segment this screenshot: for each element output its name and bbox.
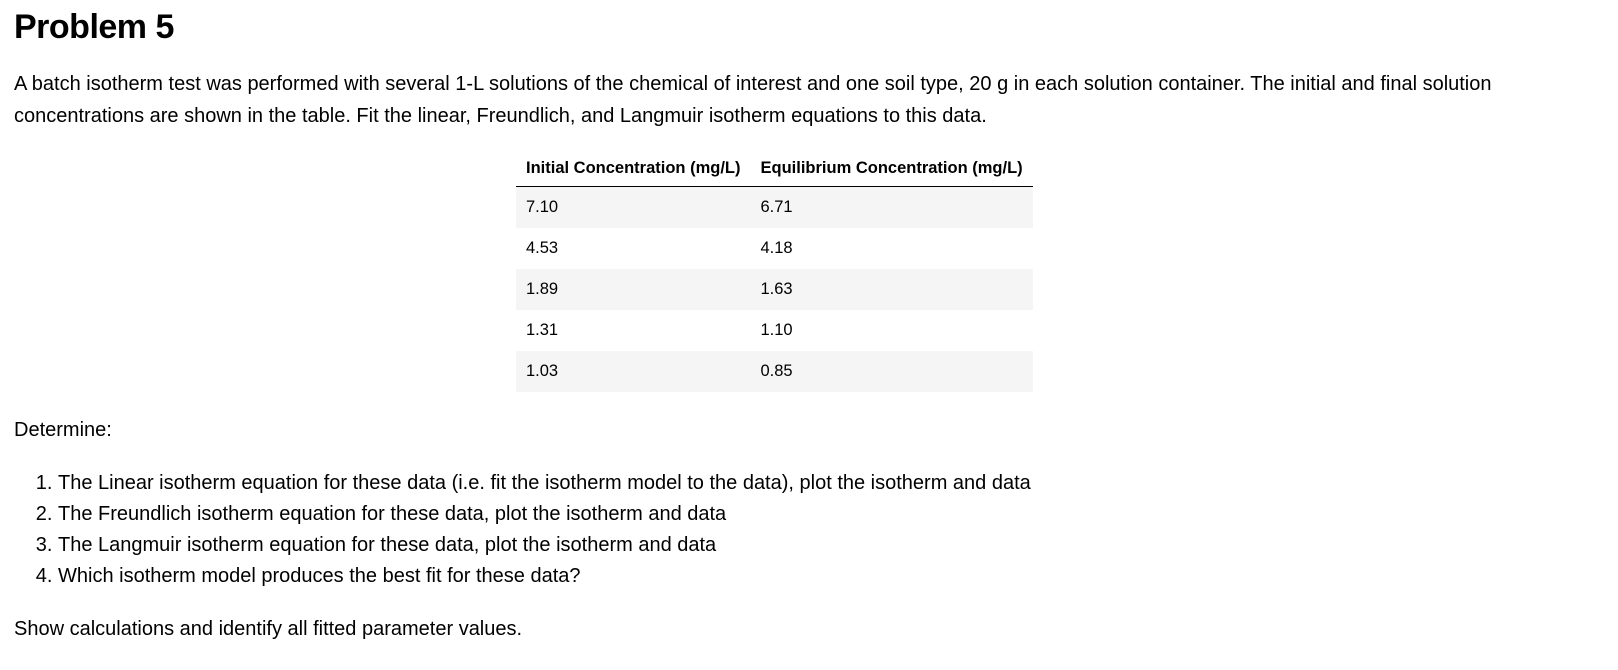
initial-concentration-cell: 1.31: [526, 321, 559, 339]
list-item: 2. The Freundlich isotherm equation for these data, plot the isotherm and data: [58, 499, 1031, 530]
initial-concentration-cell: 1.03: [516, 351, 751, 392]
table-header-row: [516, 150, 1033, 187]
task-list: [14, 468, 1031, 592]
equilibrium-concentration-cell: 1.63: [751, 269, 1033, 310]
table-row: [516, 228, 1033, 269]
table-row: [516, 269, 1033, 310]
instructions-footer: Show calculations and identify all fitted parameter values.: [14, 618, 523, 640]
list-item: 4. Which isotherm model produces the best fit for these data?: [58, 561, 1031, 592]
equilibrium-concentration-cell: 4.18: [760, 239, 793, 257]
equilibrium-concentration-cell: 0.85: [751, 351, 1033, 392]
table-row: [516, 310, 1033, 351]
equilibrium-concentration-cell: 6.71: [751, 187, 1033, 229]
concentration-table: [516, 150, 1033, 392]
initial-concentration-cell: 7.10: [516, 187, 751, 229]
column-header-initial: Initial Concentration (mg/L): [516, 150, 751, 187]
table-row: [516, 351, 1033, 392]
table-row: [516, 187, 1033, 229]
list-item: 3. The Langmuir isotherm equation for these data, plot the isotherm and data: [58, 530, 1031, 561]
list-item: 1. The Linear isotherm equation for these data (i.e. fit the isotherm model to the data), plot the isotherm and data: [58, 468, 1031, 499]
determine-label: Determine:: [14, 419, 112, 441]
equilibrium-concentration-cell: 1.10: [760, 321, 793, 339]
initial-concentration-cell: 4.53: [526, 239, 559, 257]
initial-concentration-cell: 1.89: [516, 269, 751, 310]
problem-description: A batch isotherm test was performed with several 1-L solutions of the chemical of interest and one soil type, 20 g in each solution container. The initial and final solution concentrations are shown in the table. Fit the linear, Freundlich, and Langmuir isotherm equations to this data.: [14, 73, 1492, 127]
page-title: Problem 5: [14, 8, 174, 46]
column-header-equilibrium: Equilibrium Concentration (mg/L): [751, 150, 1033, 187]
concentration-table-wrapper: [516, 150, 1033, 392]
